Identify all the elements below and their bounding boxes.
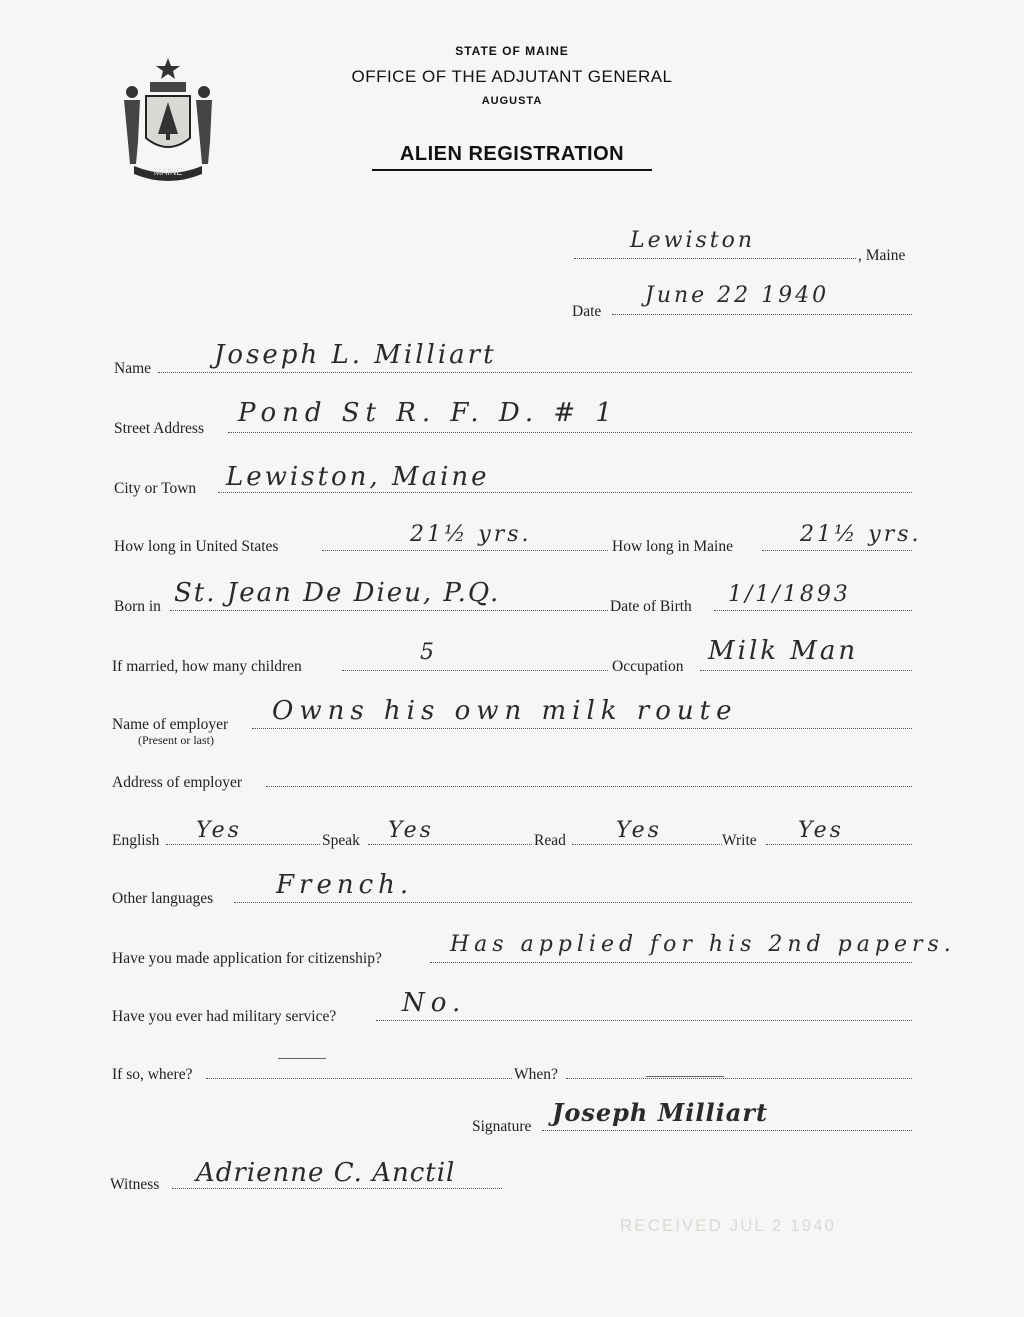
date-value: June 22 1940 <box>645 283 830 308</box>
employer-value: Owns his own milk route <box>272 696 738 726</box>
witness-label: Witness <box>110 1176 160 1193</box>
birth-date-value: 1/1/1893 <box>728 582 851 607</box>
where-line <box>206 1078 512 1079</box>
place-suffix: , Maine <box>858 247 906 264</box>
write-label: Write <box>722 832 757 849</box>
employer-label: Name of employer <box>112 716 229 733</box>
name-label: Name <box>114 360 152 377</box>
city-line <box>218 492 912 493</box>
state-heading: STATE OF MAINE <box>455 44 569 58</box>
us-duration-line <box>322 550 608 551</box>
name-value: Joseph L. Milliart <box>214 340 497 370</box>
born-line <box>170 610 608 611</box>
speak-line <box>368 844 532 845</box>
speak-value: Yes <box>388 818 434 843</box>
occupation-line <box>700 670 912 671</box>
form-title: ALIEN REGISTRATION <box>372 143 652 171</box>
born-value: St. Jean De Dieu, P.Q. <box>174 578 501 608</box>
street-line <box>228 432 912 433</box>
employer-line <box>252 728 912 729</box>
where-dash <box>278 1058 326 1059</box>
children-value: 5 <box>420 640 437 665</box>
street-label: Street Address <box>114 420 204 437</box>
other-languages-value: French. <box>276 870 414 900</box>
read-line <box>572 844 722 845</box>
maine-duration-line <box>762 550 912 551</box>
citizenship-line <box>430 962 912 963</box>
children-label: If married, how many children <box>112 658 302 675</box>
born-label: Born in <box>114 598 161 615</box>
english-value: Yes <box>196 818 242 843</box>
write-line <box>766 844 912 845</box>
date-label: Date <box>572 303 602 320</box>
city-label: City or Town <box>114 480 197 497</box>
citizenship-label: Have you made application for citizenship? <box>112 950 382 967</box>
us-duration-value: 21½ yrs. <box>410 522 532 547</box>
citizenship-value: Has applied for his 2nd papers. <box>450 932 956 957</box>
military-label: Have you ever had military service? <box>112 1008 337 1025</box>
maine-state-seal-icon <box>112 52 224 182</box>
write-value: Yes <box>798 818 844 843</box>
other-languages-label: Other languages <box>112 890 214 907</box>
when-dash <box>646 1076 724 1077</box>
maine-duration-label: How long in Maine <box>612 538 733 555</box>
other-languages-line <box>234 902 912 903</box>
witness-line <box>172 1188 502 1189</box>
english-line <box>166 844 320 845</box>
birth-date-label: Date of Birth <box>610 598 692 615</box>
svg-text:MAINE: MAINE <box>153 167 183 177</box>
place-line <box>574 258 856 259</box>
military-value: No. <box>402 988 467 1018</box>
when-label: When? <box>514 1066 558 1083</box>
date-line <box>612 314 912 315</box>
employer-sublabel: (Present or last) <box>138 733 214 747</box>
city-value: Lewiston, Maine <box>226 462 490 492</box>
signature-label: Signature <box>472 1118 532 1135</box>
read-value: Yes <box>616 818 662 843</box>
city-heading: AUGUSTA <box>481 95 543 107</box>
where-label: If so, where? <box>112 1066 193 1083</box>
witness-value: Adrienne C. Anctil <box>196 1158 456 1188</box>
military-line <box>376 1020 912 1021</box>
signature-line <box>542 1130 912 1131</box>
received-stamp: RECEIVED JUL 2 1940 <box>620 1216 836 1235</box>
children-line <box>342 670 608 671</box>
name-line <box>158 372 912 373</box>
street-value: Pond St R. F. D. # 1 <box>238 398 618 428</box>
signature-value: Joseph Milliart <box>552 1098 769 1127</box>
birth-date-line <box>714 610 912 611</box>
place-value: Lewiston <box>630 228 756 253</box>
employer-address-label: Address of employer <box>112 774 242 791</box>
english-label: English <box>112 832 160 849</box>
maine-duration-value: 21½ yrs. <box>800 522 922 547</box>
occupation-label: Occupation <box>612 658 684 675</box>
speak-label: Speak <box>322 832 360 849</box>
occupation-value: Milk Man <box>708 636 859 666</box>
us-duration-label: How long in United States <box>114 538 279 555</box>
employer-address-line <box>266 786 912 787</box>
office-heading: OFFICE OF THE ADJUTANT GENERAL <box>351 67 673 86</box>
read-label: Read <box>534 832 566 849</box>
when-line <box>566 1078 912 1079</box>
